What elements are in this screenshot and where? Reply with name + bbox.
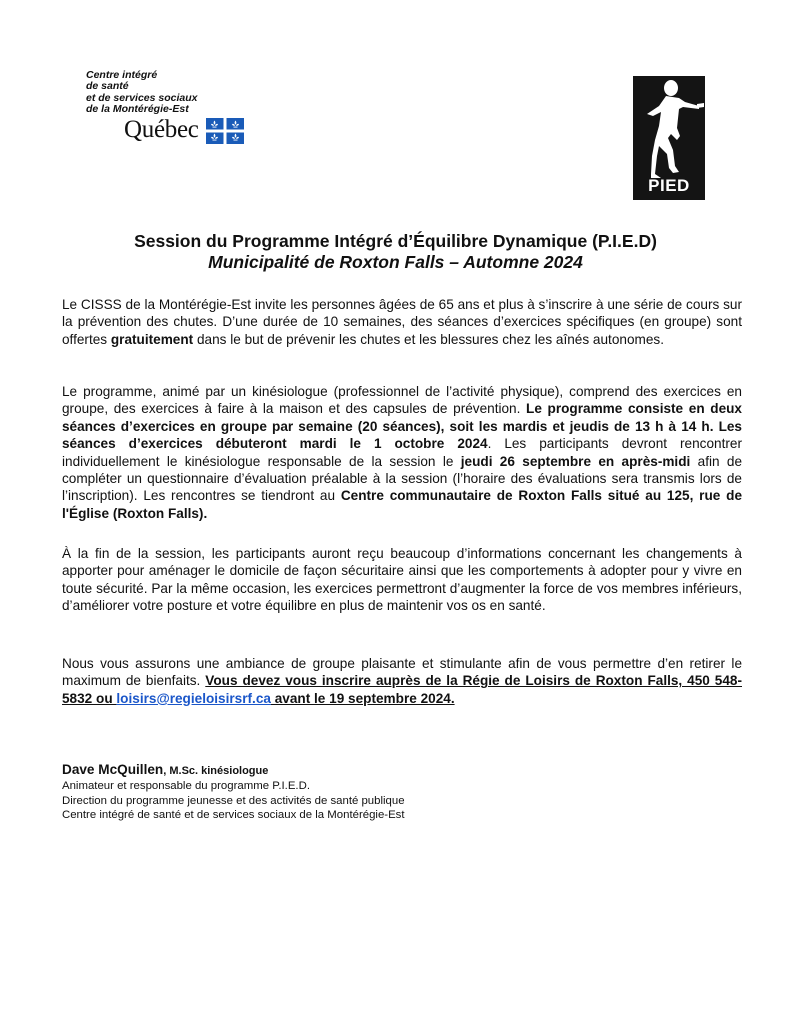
cisss-logo <box>86 70 296 150</box>
text-run-bold: gratuitement <box>110 331 194 347</box>
logo-org-name <box>86 70 296 116</box>
text-run-bold: jeudi 26 septembre en après-midi <box>460 453 691 469</box>
document-title: Session du Programme Intégré d’Équilibre Dynamique (P.I.E.D) <box>134 231 657 251</box>
signature-block <box>62 762 662 823</box>
text-run: Le programme, animé par un kinésiologue (professionnel de l’activité physique), comprend des exercices en groupe, des exercices à faire à la maison et des capsules de prévention. <box>62 384 742 417</box>
quebec-wordmark-row <box>124 116 244 144</box>
document-subtitle: Municipalité de Roxton Falls – Automne 2024 <box>208 252 583 272</box>
text-run-bold: Centre communautaire de Roxton Falls situé au 125, rue de l'Église (Roxton Falls). <box>62 488 742 521</box>
quebec-wordmark: Québec <box>124 116 199 143</box>
text-run-bold: Le programme consiste en deux séances d’exercices en groupe par semaine (20 séances), soit les mardis et jeudis de 13 h à 14 h. Les séances d’exercices débuteront mardi le 1 octobre 2024 <box>62 401 742 452</box>
text-run: afin de compléter un questionnaire d’évaluation préalable à la session (l’horaire des évaluations sera transmis lors de l’inscription). Les rencontres se tiendront au <box>62 453 743 504</box>
email-link[interactable]: loisirs@regieloisirsrf.ca <box>116 690 271 706</box>
registration-deadline: avant le 19 septembre 2024. <box>270 690 455 706</box>
text-run: À la fin de la session, les participants auront reçu beaucoup d’informations concernant les changements à apporter pour aménager le domicile de façon sécuritaire ainsi que les comportements à adopter pour y vivre en toute sécurité. Par la même occasion, les exercices permettront d’augmenter la force de vos membres inférieurs, d’améliorer votre posture et votre équilibre en plus de maintenir vos os en santé. <box>62 546 742 614</box>
logo-org-line: de la Montérégie-Est <box>86 103 189 116</box>
quebec-flag-icon <box>206 118 244 144</box>
paragraph-intro <box>62 296 742 348</box>
paragraph-registration <box>62 655 742 707</box>
logo-org-line: et de services sociaux <box>86 91 198 104</box>
pied-logo-text: PIED <box>648 176 690 195</box>
text-run: dans le but de prévenir les chutes et les blessures chez les aînés autonomes. <box>193 331 664 347</box>
text-run: Le CISSS de la Montérégie-Est invite les personnes âgées de 65 ans et plus à s’inscrire à une série de cours sur la prévention des chutes. D’une durée de 10 semaines, des séances d’exercices spécifiques (en groupe) sont offertes <box>62 297 742 347</box>
registration-instructions: Vous devez vous inscrire auprès de la Régie de Loisirs de Roxton Falls, 450 548-5832 ou <box>62 673 742 706</box>
signature-name-row <box>62 762 662 779</box>
signature-role: Animateur et responsable du programme P.I.E.D. <box>62 780 310 792</box>
signature-name: Dave McQuillen <box>62 762 164 777</box>
text-run: . Les participants devront rencontrer individuellement le kinésiologue responsable de la session le <box>62 436 742 469</box>
paragraph-outcomes <box>62 545 742 615</box>
text-run: Nous vous assurons une ambiance de groupe plaisante et stimulante afin de vous permettre d’en retirer le maximum de bienfaits. <box>62 656 742 689</box>
signature-credentials: , M.Sc. kinésiologue <box>163 765 269 777</box>
logo-org-line: de santé <box>86 80 129 93</box>
signature-organization: Centre intégré de santé et de services sociaux de la Montérégie-Est <box>62 809 405 822</box>
signature-department: Direction du programme jeunesse et des activités de santé publique <box>62 794 405 807</box>
logo-org-line: Centre intégré <box>86 69 158 81</box>
pied-logo <box>633 76 705 200</box>
paragraph-program <box>62 383 742 522</box>
title-block <box>0 231 791 273</box>
